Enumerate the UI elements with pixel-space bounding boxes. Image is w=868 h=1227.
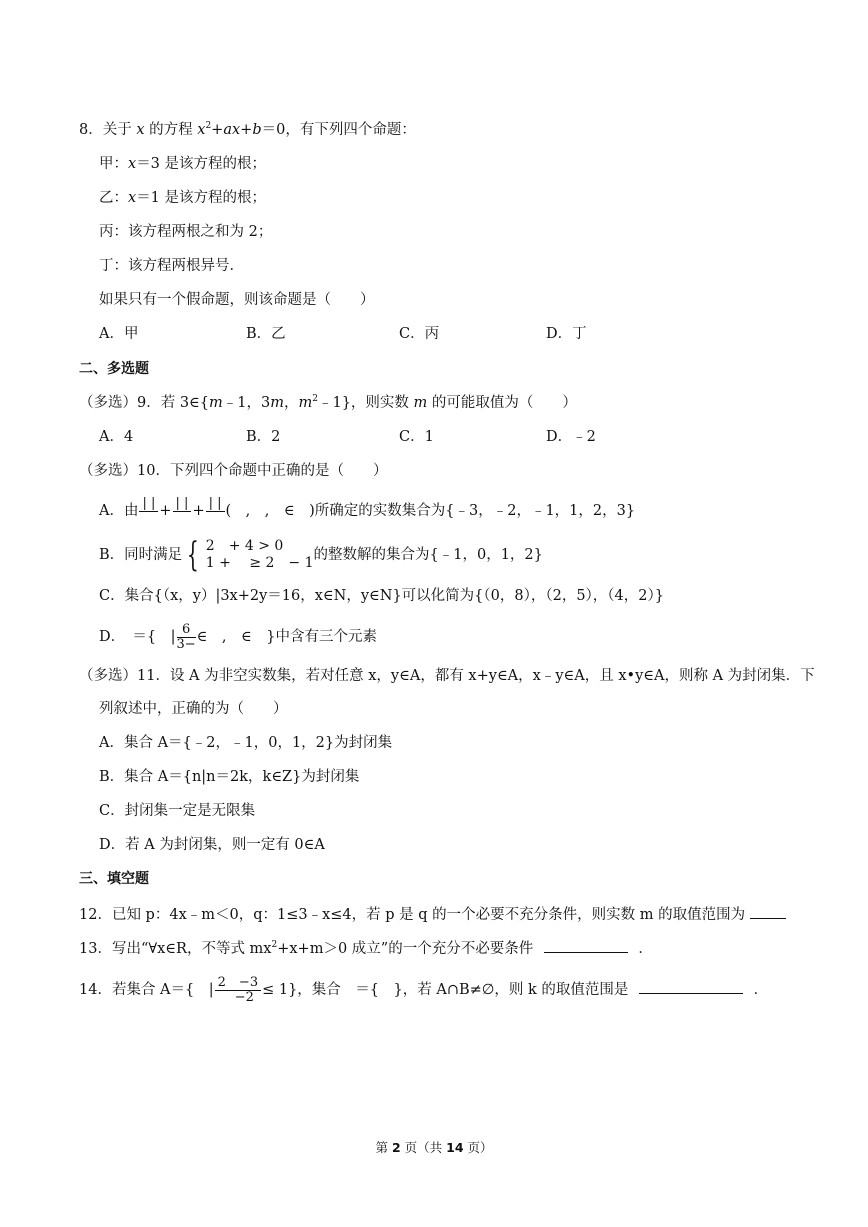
q11-option-d: D．若 A 为封闭集，则一定有 0∈A bbox=[99, 837, 325, 853]
q12-answer-blank bbox=[750, 904, 786, 919]
q10-option-d: D． ＝{ | $\frac{6}{3-}$ ∈ , ∈ }中含有三个元素 bbox=[99, 621, 377, 652]
q14-answer-blank bbox=[639, 979, 743, 994]
q10-option-a: A．由 | | + | | + | | ( , , ∈ )所确定的实数集合为{﹣3，﹣2，﹣1，1，2，3} bbox=[99, 494, 635, 528]
q11-stem-line1: （多选）11．设 A 为非空实数集，若对任意 x，y∈A，都有 x+y∈A，x﹣y∈A，且 x•y∈A，则称 A 为封闭集．下 bbox=[79, 668, 815, 684]
q8-option-b: B．乙 bbox=[246, 326, 286, 342]
q8-proposition-bing: 丙：该方程两根之和为 2； bbox=[99, 224, 273, 240]
q8-option-c: C．丙 bbox=[399, 326, 440, 342]
q9-option-c: C．1 bbox=[399, 429, 434, 445]
q9-option-a: A．4 bbox=[99, 429, 134, 445]
q14-stem: 14．若集合 A＝{ | $\frac{2 -3}{-2}$ ≤ 1}，集合 ＝{ }，若 A∩B≠∅，则 k 的取值范围是 ． bbox=[79, 974, 769, 1005]
page-footer: 第 2 页（共 14 页） bbox=[375, 1140, 493, 1155]
q10-option-b-system: 2 + 4 > 0 1 + ≥ 2 − 1 bbox=[205, 538, 314, 571]
q8-proposition-ding: 丁：该方程两根异号． bbox=[99, 258, 244, 274]
q10-option-c: C．集合{（x，y）|3x+2y＝16，x∈N，y∈N}可以化简为{（0，8），（2，5），（4，2）} bbox=[99, 588, 664, 604]
q10-option-b: B．同时满足 { 2 + 4 > 0 1 + ≥ 2 − 1 的整数解的集合为{﹣1，0，1，2} bbox=[99, 535, 543, 575]
q11-option-c: C．封闭集一定是无限集 bbox=[99, 803, 256, 819]
system-brace-icon: { bbox=[187, 535, 199, 575]
q11-stem-line2: 列叙述中，正确的为（ ） bbox=[99, 701, 288, 717]
q8-proposition-yi: 乙：x＝1 是该方程的根； bbox=[99, 190, 267, 206]
q13-answer-blank bbox=[544, 938, 628, 953]
section-heading-fill-in: 三、填空题 bbox=[79, 871, 149, 887]
q10-option-a-fraction-3: | | bbox=[206, 497, 225, 526]
q8-question: 如果只有一个假命题，则该命题是（ ） bbox=[99, 292, 375, 308]
q11-option-a: A．集合 A＝{﹣2，﹣1，0，1，2}为封闭集 bbox=[99, 735, 393, 751]
q14-fraction: $\frac{2 -3}{-2}$ bbox=[215, 976, 261, 1005]
q10-stem: （多选）10．下列四个命题中正确的是（ ） bbox=[79, 463, 388, 479]
q10-option-a-fraction-2: | | bbox=[173, 497, 192, 526]
q11-option-b: B．集合 A＝{n|n＝2k，k∈Z}为封闭集 bbox=[99, 769, 360, 785]
section-heading-multiple-choice: 二、多选题 bbox=[79, 361, 149, 377]
q10-option-d-fraction: $\frac{6}{3-}$ bbox=[176, 621, 196, 652]
q13-stem: 13．写出“∀x∈R，不等式 $mx^2+x+m>0$ 成立”的一个充分不必要条件 ． bbox=[79, 940, 653, 957]
q9-option-d: D．﹣2 bbox=[546, 429, 596, 445]
q9-stem: （多选）9．若 3∈{m﹣1，3m，$m^2﹣1$}，则实数 m 的可能取值为（ ） bbox=[79, 394, 577, 411]
q8-proposition-jia: 甲：x＝3 是该方程的根； bbox=[99, 156, 267, 172]
q8-option-a: A．甲 bbox=[99, 326, 139, 342]
q12-stem: 12．已知 p：4x﹣m＜0，q：1≤3﹣x≤4，若 p 是 q 的一个必要不充分条件，则实数 m 的取值范围为 bbox=[79, 904, 786, 925]
q8-stem: 8．关于 x 的方程 $x^2+ax+b=0$，有下列四个命题： bbox=[79, 121, 416, 138]
q9-option-b: B．2 bbox=[246, 429, 281, 445]
q10-option-a-fraction-1: | | bbox=[139, 497, 158, 526]
q8-option-d: D．丁 bbox=[546, 326, 587, 342]
